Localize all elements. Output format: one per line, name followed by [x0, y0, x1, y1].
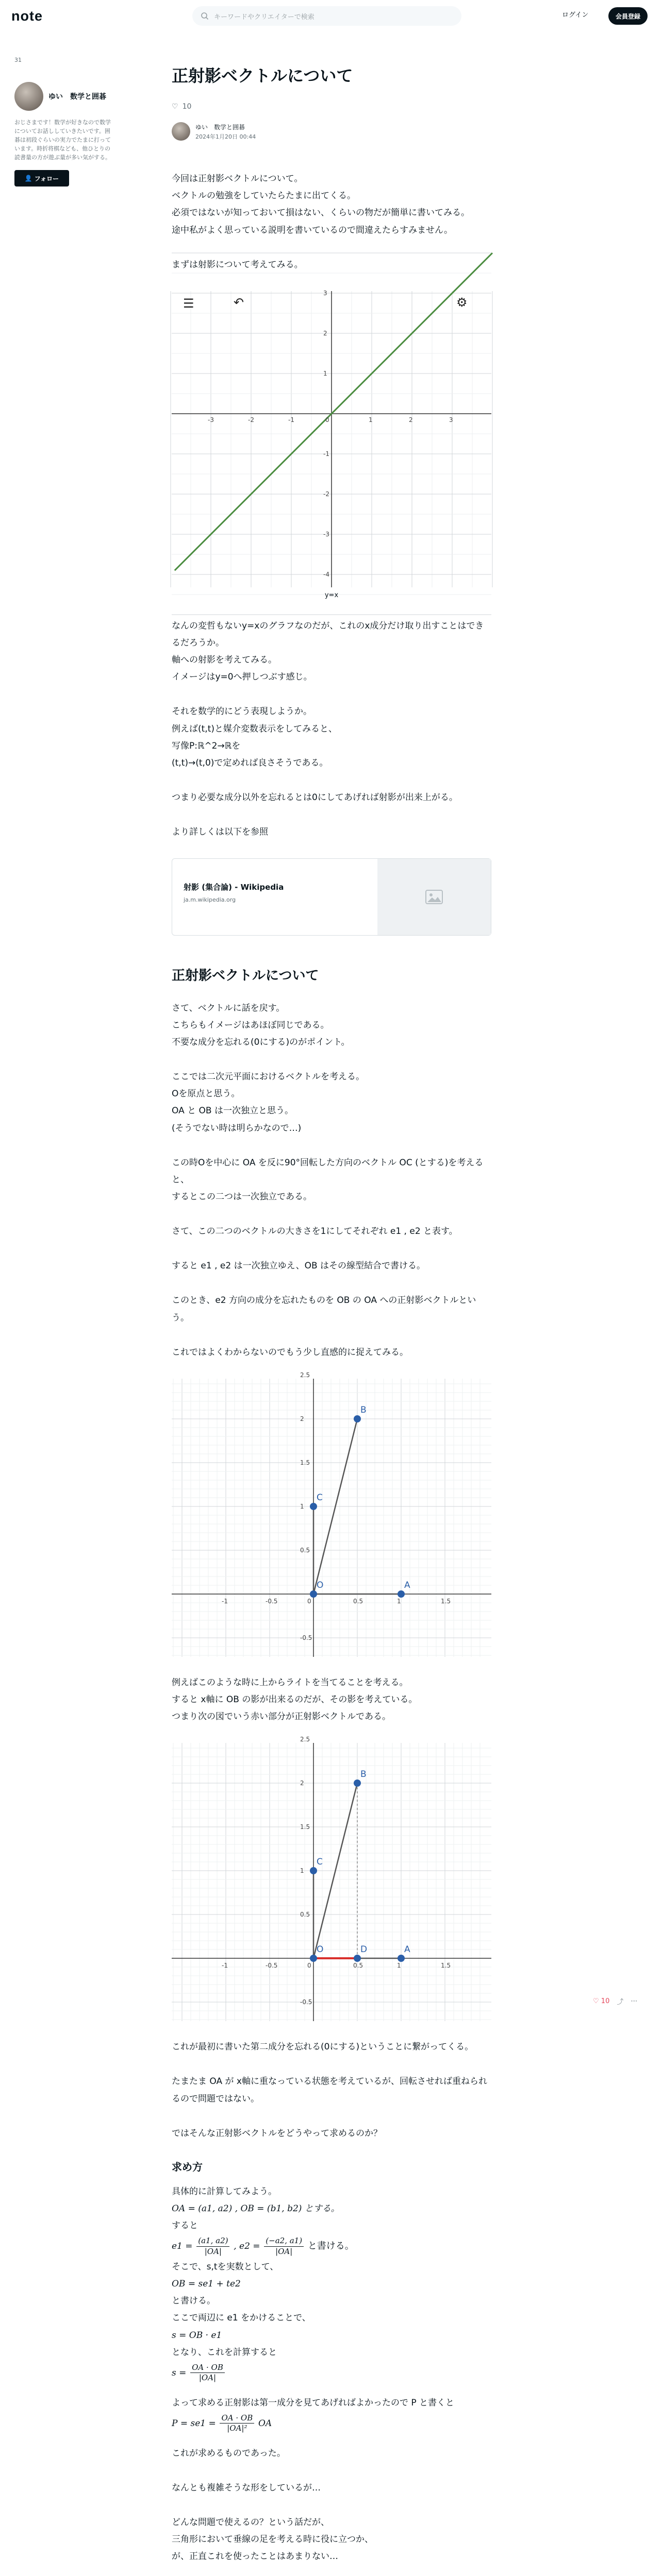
y-tick-label: -2	[323, 490, 329, 498]
denominator: |OA|²	[227, 2424, 247, 2433]
y-tick-label: 2	[300, 1415, 304, 1422]
math-line: s = OB · e1	[172, 2330, 222, 2341]
text-line: つまり次の図でいう赤い部分が正射影ベクトルである。	[172, 1711, 391, 1722]
author-sidebar	[14, 57, 112, 187]
point-A	[398, 1590, 405, 1598]
undo-icon[interactable]: ↶	[234, 295, 244, 310]
point-label-O: O	[317, 1944, 324, 1955]
sidebar-author-name[interactable]: ゆい 数学と囲碁	[48, 93, 106, 101]
y-tick-label: -1	[323, 450, 329, 457]
x-tick-label: 3	[449, 416, 453, 423]
text-line: 途中私がよく思っている説明を書いているので間違えたらすみません。	[172, 225, 453, 235]
like-count: 10	[182, 103, 192, 111]
card-url: ja.m.wikipedia.org	[184, 896, 236, 904]
text-line: イメージはy=0へ押しつぶす感じ。	[172, 672, 312, 683]
floating-like-count: 10	[601, 1997, 610, 2005]
y-tick-label: 2	[300, 1780, 304, 1787]
text-line: ここでは二次元平面におけるベクトルを考える。	[172, 1072, 365, 1082]
x-tick-label: -1	[222, 1597, 228, 1605]
point-C	[310, 1867, 317, 1874]
graph1-caption: y=x	[324, 591, 339, 599]
x-tick-label: -0.5	[266, 1597, 278, 1605]
person-add-icon: 👤	[24, 175, 32, 182]
point-C	[310, 1503, 317, 1510]
graph2-canvas	[172, 1371, 491, 1657]
method-conclusion	[172, 2395, 491, 2436]
x-tick-label: -0.5	[266, 1962, 278, 1970]
point-O	[310, 1955, 317, 1962]
byline-author[interactable]: ゆい 数学と囲碁	[195, 123, 245, 131]
text-line: 今回は正射影ベクトルについて。	[172, 174, 303, 184]
y-tick-label: 1	[300, 1502, 304, 1510]
graph1-canvas	[172, 291, 491, 587]
x-tick-label: 0.5	[353, 1962, 363, 1970]
search-icon	[201, 12, 209, 20]
point-label-C: C	[317, 1857, 323, 1868]
math-text: , e2 =	[234, 2241, 260, 2252]
y-tick-label: 2.5	[300, 1736, 310, 1743]
point-label-C: C	[317, 1492, 323, 1503]
s1-para-d: さて、この二つのベクトルの大きさを1にしてそれぞれ e1 , e2 と表す。	[172, 1226, 458, 1237]
like-row[interactable]	[172, 103, 491, 111]
x-tick-label: -1	[288, 416, 294, 423]
text-line: 必須ではないが知っておいて損はない、くらいの物だが簡単に書いてみる。	[172, 208, 470, 218]
y-tick-label: -0.5	[300, 1998, 312, 2006]
x-tick-label: 0	[325, 416, 329, 423]
section-title-projection: 正射影ベクトルについて	[172, 968, 319, 984]
gear-icon[interactable]: ⚙	[456, 295, 468, 310]
point-O	[310, 1590, 317, 1598]
para-after-graph1-d: より詳しくは以下を参照	[172, 827, 268, 838]
menu-icon[interactable]: ☰	[183, 296, 194, 311]
y-tick-label: 1.5	[300, 1459, 310, 1466]
signup-button[interactable]: 会員登録	[608, 7, 648, 25]
x-tick-label: -1	[222, 1962, 228, 1970]
math-s-formula	[172, 2361, 491, 2385]
point-label-A: A	[404, 1944, 410, 1955]
follow-button[interactable]	[14, 170, 69, 187]
x-tick-label: 2	[409, 416, 413, 423]
text-line: どんな問題で使えるの？という話だが、	[172, 2517, 329, 2528]
sidebar-bio: おじさまです！数学が好きなので数学についてお話ししていきたいです。囲碁は初段ぐらいの実力でたまに打っています。時折将棋なども、他ひとりの読書量の方が遊ぶ量が多い気がする。	[14, 119, 111, 161]
method-block	[172, 2183, 491, 2385]
x-tick-label: 0.5	[353, 1597, 363, 1605]
graph3-canvas	[172, 1736, 491, 2021]
text-line: (そうでない時は明らかなので…)	[172, 1123, 302, 1133]
y-tick-label: 0.5	[300, 1911, 310, 1919]
math-line: OB = se1 + te2	[172, 2279, 241, 2290]
y-tick-label: -0.5	[300, 1634, 312, 1641]
numerator: (−a2, a1)	[264, 2236, 304, 2247]
subsection-title-method: 求め方	[172, 2160, 203, 2173]
denominator: |OA|	[198, 2373, 217, 2383]
math-text: s =	[172, 2367, 187, 2378]
text-line: さて、ベクトルに話を戻す。	[172, 1003, 285, 1013]
search-bar[interactable]	[192, 6, 461, 26]
y-tick-label: 1	[300, 1867, 304, 1875]
math-text: e1 =	[172, 2241, 193, 2252]
text-line: この時Oを中心に OA を反に90°回転した方向のベクトル OC (とする)を考えると、	[172, 1157, 484, 1185]
numerator: OA · OB	[190, 2363, 225, 2374]
wikipedia-link-card[interactable]	[172, 858, 491, 936]
math-text: OA	[258, 2418, 272, 2429]
x-tick-label: -2	[248, 416, 254, 423]
point-B	[354, 1415, 361, 1422]
text-line: ここで両辺に e1 をかけることで、	[172, 2313, 311, 2324]
para-after-graph2	[172, 1674, 491, 1725]
para-after-graph3-c: ではそんな正射影ベクトルをどうやって求めるのか？	[172, 2128, 382, 2139]
text-line: OA と OB は一次独立と思う。	[172, 1106, 293, 1116]
point-D	[354, 1955, 361, 1962]
byline-avatar[interactable]	[172, 122, 190, 141]
fraction	[190, 2363, 225, 2383]
graph-projection-red[interactable]	[172, 1736, 491, 2021]
text-line: それを数学的にどう表現しようか。	[172, 706, 312, 717]
s1-para-b	[172, 1069, 491, 1137]
text-line: すると x軸に OB の影が出来るのだが、その影を考えている。	[172, 1694, 418, 1705]
text-line: Oを原点と思う。	[172, 1089, 240, 1099]
text-inline: と書ける。	[307, 2241, 354, 2252]
sidebar-author[interactable]	[14, 82, 112, 111]
text-line: なんの変哲もないy=xのグラフなのだが、これのx成分だけ取り出すことはできるだろうか。	[172, 620, 484, 649]
top-header	[0, 0, 662, 33]
graph-vectors-oab[interactable]	[172, 1371, 491, 1657]
text-line: そこで、s,tを実数として、	[172, 2262, 279, 2272]
y-tick-label: 3	[323, 289, 327, 297]
denominator: |OA|	[204, 2246, 222, 2256]
point-label-A: A	[404, 1580, 410, 1590]
x-tick-label: 1	[397, 1597, 401, 1605]
para-after-graph3-b: たまたま OA が x軸に重なっている状態を考えているが、回転させれば重ねられるので問題ではない。	[172, 2076, 487, 2104]
para-after-graph1	[172, 618, 491, 686]
method-remark: なんとも複雑そうな形をしているが…	[172, 2482, 321, 2493]
more-icon[interactable]: ⋯	[631, 1997, 638, 2005]
text-line: こちらもイメージはあほぼ同じである。	[172, 1020, 329, 1030]
x-tick-label: 1.5	[441, 1597, 451, 1605]
search-placeholder: キーワードやクリエイターで検索	[214, 13, 315, 21]
graph-background	[172, 1379, 491, 1657]
text-line: 三角形において垂線の足を考える時に役に立つか、	[172, 2534, 373, 2545]
point-A	[398, 1955, 405, 1962]
point-B	[354, 1780, 361, 1787]
note-logo[interactable]: note	[11, 8, 43, 24]
x-tick-label: -3	[208, 416, 214, 423]
text-line: と書ける。	[172, 2296, 216, 2307]
text-line: 写像P:ℝ^2→ℝを	[172, 740, 241, 751]
card-title[interactable]: 射影 (集合論) - Wikipedia	[184, 883, 284, 892]
y-tick-label: 0.5	[300, 1546, 310, 1554]
s1-para-e: すると e1 , e2 は一次独立ゆえ、OB はその線型結合で書ける。	[172, 1261, 426, 1272]
sidebar-count: 31	[14, 57, 22, 63]
para-after-graph1-c: つまり必要な成分以外を忘れるとは0にしてあげれば射影が出来上がる。	[172, 792, 458, 803]
x-tick-label: 0	[307, 1962, 311, 1970]
point-label-B: B	[360, 1404, 367, 1415]
point-label-O: O	[317, 1580, 324, 1590]
byline	[172, 122, 491, 141]
floating-actions	[593, 1996, 637, 2006]
avatar[interactable]	[14, 82, 43, 111]
x-tick-label: 1	[397, 1962, 401, 1970]
heart-icon[interactable]: ♡	[172, 103, 178, 111]
y-tick-label: 1.5	[300, 1823, 310, 1831]
text-line: するとこの二つは一次独立である。	[172, 1191, 312, 1202]
s1-para-g: これではよくわからないのでもう少し直感的に捉えてみる。	[172, 1347, 408, 1358]
s1-para-a	[172, 1000, 491, 1051]
x-tick-label: 1	[369, 416, 373, 423]
byline-date: 2024年1月20日 00:44	[195, 133, 256, 140]
follow-label: フォロー	[34, 175, 59, 182]
card-thumbnail	[377, 859, 491, 935]
text-line: 不要な成分を忘れる(0にする)のがポイント。	[172, 1037, 350, 1047]
y-tick-label: 1	[323, 369, 327, 377]
fraction	[196, 2236, 229, 2257]
fraction	[264, 2236, 304, 2257]
para-after-graph1-b	[172, 703, 491, 772]
page-title: 正射影ベクトルについて	[172, 66, 353, 86]
text-line: 軸への射影を考えてみる。	[172, 655, 277, 666]
denominator: |OA|	[275, 2246, 293, 2256]
floating-like-button[interactable]: ♡ 10	[593, 1997, 610, 2005]
math-line: OA = (a1, a2) , OB = (b1, b2) とする。	[172, 2203, 340, 2214]
article-body	[172, 65, 491, 2576]
math-e-definition	[172, 2234, 491, 2259]
x-tick-label: 0	[307, 1597, 311, 1605]
y-tick-label: -4	[323, 570, 329, 578]
intro-paragraph-2: まずは射影について考えてみる。	[172, 259, 303, 270]
text-line: となり、これを計算すると	[172, 2347, 277, 2358]
share-icon[interactable]: ⤴	[617, 1998, 624, 2006]
s1-para-c	[172, 1155, 491, 1206]
numerator: OA · OB	[220, 2413, 254, 2424]
para-after-graph3-a: これが最初に書いた第二成分を忘れる(0にする)ということに繋がってくる。	[172, 2042, 474, 2053]
math-text: P = se1 =	[172, 2418, 216, 2429]
point-label-D: D	[360, 1944, 368, 1955]
text-line: すると	[172, 2221, 198, 2231]
method-usage	[172, 2514, 491, 2565]
method-result: これが求めるものであった。	[172, 2448, 286, 2459]
fraction	[220, 2413, 254, 2434]
text-line: 例えばこのような時に上からライトを当てることを考える。	[172, 1677, 408, 1688]
intro-paragraph	[172, 171, 491, 239]
graph-background	[172, 1743, 491, 2021]
point-label-B: B	[360, 1769, 367, 1780]
graph-y-equals-x[interactable]	[172, 291, 491, 600]
text-line: 例えば(t,t)と媒介変数表示をしてみると、	[172, 723, 337, 734]
text-line: ベクトルの勉強をしていたらたまに出てくる。	[172, 191, 356, 201]
text-line: 具体的に計算してみよう。	[172, 2186, 277, 2197]
y-tick-label: -3	[323, 530, 329, 538]
x-tick-label: 1.5	[441, 1962, 451, 1970]
numerator: (a1, a2)	[196, 2236, 229, 2247]
y-tick-label: 2.5	[300, 1371, 310, 1379]
s1-para-f: このとき、e2 方向の成分を忘れたものを OB の OA への正射影ベクトルという。	[172, 1295, 476, 1323]
y-tick-label: 2	[323, 329, 327, 337]
login-link[interactable]: ログイン	[562, 11, 589, 19]
text-line: (t,t)→(t,0)で定めれば良さそうである。	[172, 757, 328, 768]
image-placeholder-icon	[425, 890, 443, 904]
math-p-formula	[172, 2412, 491, 2436]
text-line: が、正直これを使ったことはあまりない…	[172, 2551, 338, 2562]
text-line: よって求める正射影は第一成分を見てあげればよかったので P と書くと	[172, 2397, 455, 2408]
